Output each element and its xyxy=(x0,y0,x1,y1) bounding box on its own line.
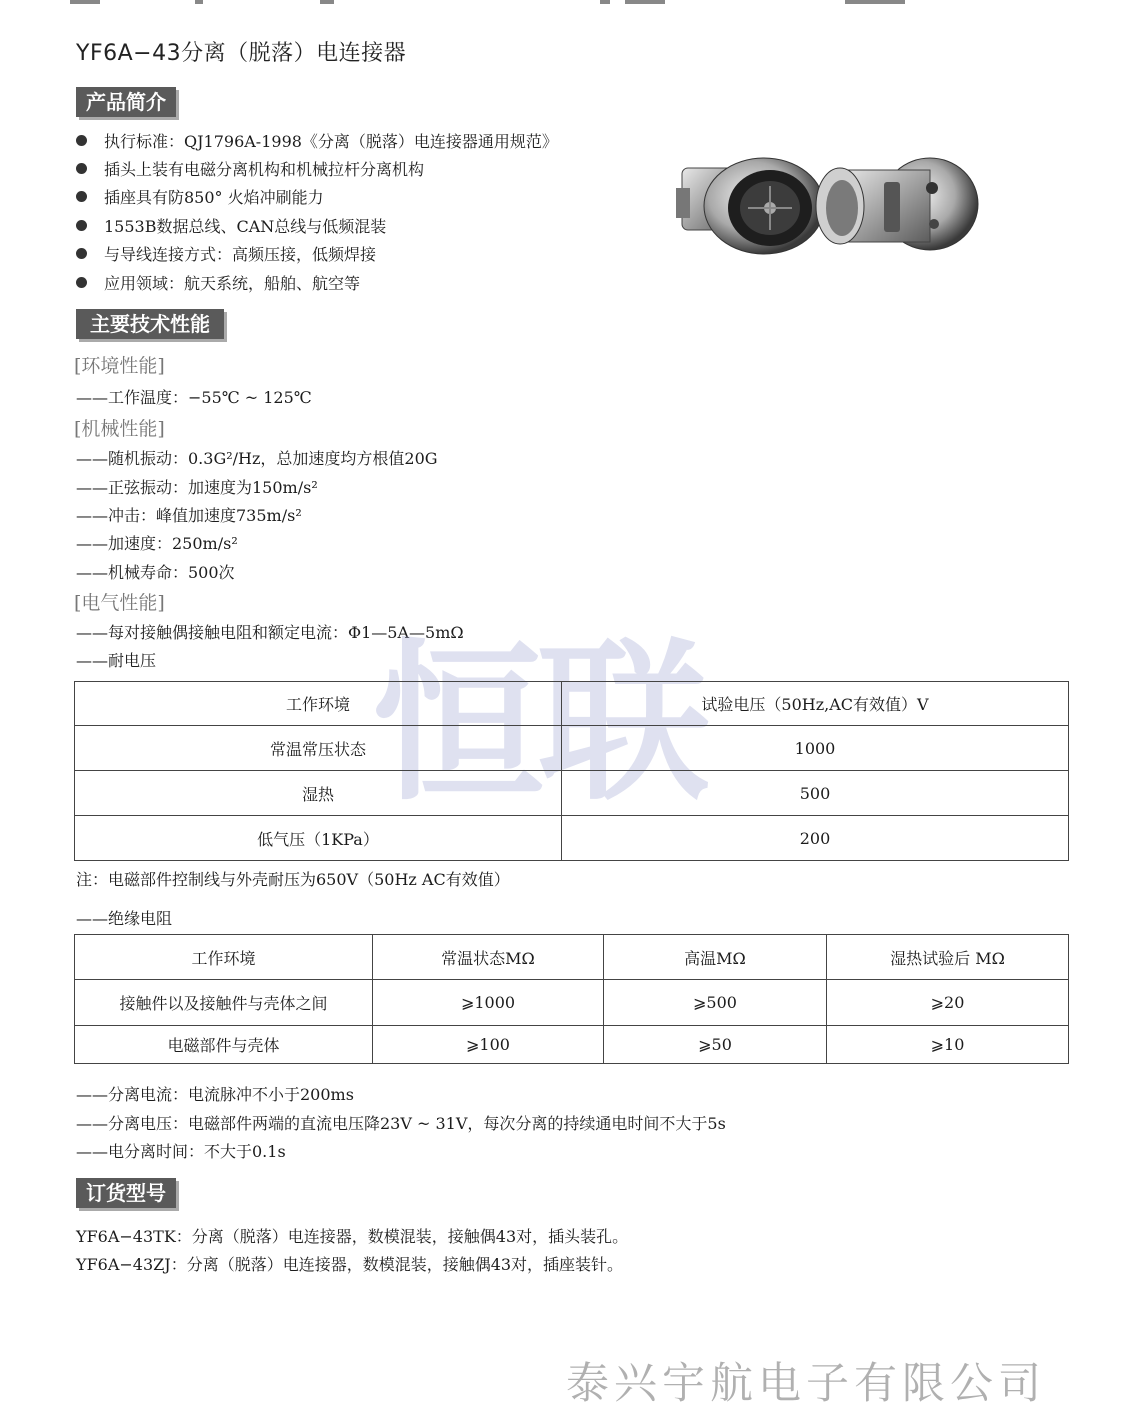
table-cell: 接触件以及接触件与壳体之间 xyxy=(75,980,373,1026)
table-header-cell: 湿热试验后 MΩ xyxy=(827,935,1069,980)
table-cell: 电磁部件与壳体 xyxy=(75,1026,373,1064)
table-cell: 低气压（1KPa） xyxy=(75,816,562,861)
bullet-icon xyxy=(76,277,87,288)
insulation-label: ——绝缘电阻 xyxy=(76,909,173,928)
spec-line-withstand-voltage: ——耐电压 xyxy=(76,651,157,670)
table-header-row xyxy=(75,682,1069,726)
spec-line-mechanical-life: ——机械寿命：500次 xyxy=(76,563,235,582)
table-cell: ⩾20 xyxy=(827,980,1069,1026)
spec-line-temperature: ——工作温度：−55℃ ~ 125℃ xyxy=(76,388,312,407)
watermark-text: 恒联 xyxy=(372,621,704,824)
spec-line-shock: ——冲击：峰值加速度735m/s² xyxy=(76,506,302,525)
order-item-tk: YF6A−43TK：分离（脱落）电连接器，数模混装，接触偶43对，插头装孔。 xyxy=(76,1227,629,1246)
table-row xyxy=(75,1026,1069,1064)
top-edge-artifacts xyxy=(0,0,1121,4)
table-cell: 500 xyxy=(562,771,1069,816)
list-item: 插头上装有电磁分离机构和机械拉杆分离机构 xyxy=(76,154,558,182)
env-category-label: [环境性能] xyxy=(74,355,165,377)
table-header-cell: 常温状态MΩ xyxy=(373,935,604,980)
table-row xyxy=(75,726,1069,771)
voltage-table xyxy=(74,681,1069,861)
table-row xyxy=(75,980,1069,1026)
section-header-order: 订货型号 xyxy=(76,1178,176,1208)
spec-line-contact-resistance: ——每对接触偶接触电阻和额定电流：Φ1—5A—5mΩ xyxy=(76,623,464,642)
mech-category-label: [机械性能] xyxy=(74,418,165,440)
table-cell: ⩾1000 xyxy=(373,980,604,1026)
company-name-footer: 泰兴宇航电子有限公司 xyxy=(566,1359,1046,1409)
voltage-note: 注：电磁部件控制线与外壳耐压为650V（50Hz AC有效值） xyxy=(76,870,510,889)
table-header-cell: 高温MΩ xyxy=(604,935,827,980)
elec-category-label: [电气性能] xyxy=(74,592,165,614)
table-cell: 常温常压状态 xyxy=(75,726,562,771)
table-cell: 1000 xyxy=(562,726,1069,771)
table-cell: 湿热 xyxy=(75,771,562,816)
list-item: 1553B数据总线、CAN总线与低频混装 xyxy=(76,211,558,239)
bullet-icon xyxy=(76,135,87,146)
list-item: 插座具有防850° 火焰冲刷能力 xyxy=(76,183,558,211)
list-item: 执行标准：QJ1796A-1998《分离（脱落）电连接器通用规范》 xyxy=(76,126,558,154)
table-row xyxy=(75,816,1069,861)
table-header-row xyxy=(75,935,1069,980)
connector-product-image xyxy=(672,148,992,266)
table-header-cell: 工作环境 xyxy=(75,682,562,726)
bullet-icon xyxy=(76,191,87,202)
section-header-specs: 主要技术性能 xyxy=(76,309,224,339)
spec-line-separation-voltage: ——分离电压：电磁部件两端的直流电压降23V ~ 31V，每次分离的持续通电时间不大于5s xyxy=(76,1114,726,1133)
spec-line-separation-time: ——电分离时间：不大于0.1s xyxy=(76,1142,286,1161)
spec-line-sine-vibration: ——正弦振动：加速度为150m/s² xyxy=(76,478,318,497)
table-header-cell: 工作环境 xyxy=(75,935,373,980)
table-cell: ⩾100 xyxy=(373,1026,604,1064)
intro-list xyxy=(76,126,558,296)
bullet-icon xyxy=(76,248,87,259)
insulation-table xyxy=(74,934,1069,1064)
table-row xyxy=(75,771,1069,816)
page-title: YF6A−43分离（脱落）电连接器 xyxy=(76,41,407,66)
table-header-cell: 试验电压（50Hz,AC有效值）V xyxy=(562,682,1069,726)
spec-line-separation-current: ——分离电流：电流脉冲不小于200ms xyxy=(76,1085,354,1104)
spec-line-acceleration: ——加速度：250m/s² xyxy=(76,534,238,553)
section-header-intro: 产品简介 xyxy=(76,87,176,117)
spec-line-random-vibration: ——随机振动：0.3G²/Hz，总加速度均方根值20G xyxy=(76,449,438,468)
table-cell: 200 xyxy=(562,816,1069,861)
bullet-icon xyxy=(76,220,87,231)
list-item: 与导线连接方式：高频压接，低频焊接 xyxy=(76,240,558,268)
list-item: 应用领域：航天系统，船舶、航空等 xyxy=(76,268,558,296)
order-item-zj: YF6A−43ZJ：分离（脱落）电连接器，数模混装，接触偶43对，插座装针。 xyxy=(76,1255,624,1274)
table-cell: ⩾500 xyxy=(604,980,827,1026)
table-cell: ⩾10 xyxy=(827,1026,1069,1064)
bullet-icon xyxy=(76,163,87,174)
table-cell: ⩾50 xyxy=(604,1026,827,1064)
